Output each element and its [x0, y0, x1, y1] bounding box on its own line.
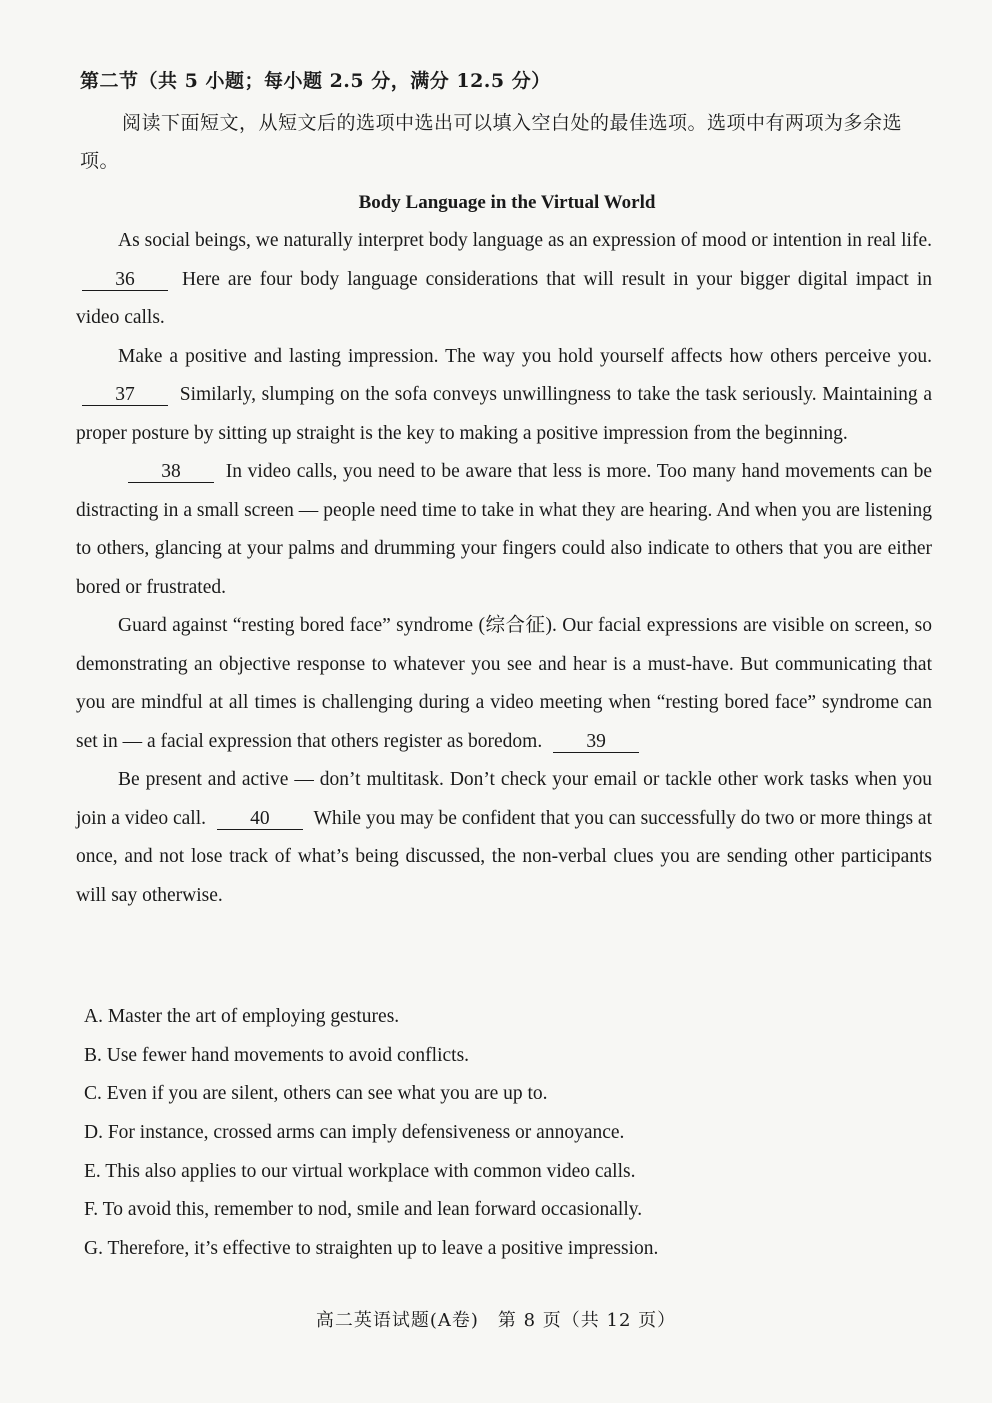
- option-e: E. This also applies to our virtual workplace with common video calls.: [84, 1160, 636, 1182]
- section-heading: 第二节（共 5 小题；每小题 2.5 分，满分 12.5 分）: [80, 70, 551, 92]
- paragraph-text: While you may be confident that you can successfully do two or more things at once, and not lose track of what’s being discussed, the non-verbal clues you are sending other participants will say otherwise.: [76, 807, 933, 906]
- option-g: G. Therefore, it’s effective to straighten up to leave a positive impression.: [84, 1238, 659, 1260]
- paragraph-4: [76, 607, 932, 761]
- paragraph-text: Here are four body language considerations that will result in your bigger digital impact in video calls.: [76, 268, 933, 328]
- blank-39: 39: [553, 732, 639, 753]
- instructions-text: 阅读下面短文，从短文后的选项中选出可以填入空白处的最佳选项。选项中有两项为多余选项。: [80, 112, 903, 172]
- option-f: F. To avoid this, remember to nod, smile and lean forward occasionally.: [84, 1199, 643, 1221]
- blank-36: 36: [82, 270, 168, 291]
- blank-37: 37: [82, 385, 168, 406]
- blank-38: 38: [128, 462, 214, 483]
- passage-title: Body Language in the Virtual World: [358, 192, 656, 213]
- paragraph-3: [76, 453, 932, 607]
- paragraph-1: [76, 222, 932, 338]
- option-b: B. Use fewer hand movements to avoid conflicts.: [84, 1044, 470, 1066]
- paragraph-text: In video calls, you need to be aware that less is more. Too many hand movements can be distracting in a small screen — people need time to take in what they are hearing. And when you are listening to others, glancing at your palms and drumming your fingers could also indicate to others that you are either bored or frustrated.: [76, 461, 932, 598]
- paragraph-text: Be present and active — don’t multitask. Don’t check your email or tackle other work tasks when you join a video call.: [76, 769, 932, 829]
- paragraph-text: Similarly, slumping on the sofa conveys unwillingness to take the task seriously. Maintaining a proper posture by sitting up straight is the key to making a positive impression from the beginning.: [76, 384, 933, 444]
- blank-40: 40: [217, 809, 303, 830]
- passage-body: [76, 222, 932, 915]
- paragraph-text: As social beings, we naturally interpret body language as an expression of mood or intention in real life.: [118, 230, 932, 251]
- option-c: C. Even if you are silent, others can see what you are up to.: [84, 1083, 548, 1105]
- paragraph-text: Guard against “resting bored face” syndrome (综合征). Our facial expressions are visible on screen, so demonstrating an objective response to whatever you see and hear is a must-have. But communicating that you are mindful at all times is challenging during a video meeting when “resting bored face” syndrome can set in — a facial expression that others register as boredom.: [76, 615, 932, 752]
- paragraph-text: Make a positive and lasting impression. The way you hold yourself affects how others perceive you.: [118, 345, 932, 367]
- paragraph-2: [76, 338, 932, 454]
- paragraph-5: [76, 761, 932, 915]
- option-d: D. For instance, crossed arms can imply defensiveness or annoyance.: [84, 1122, 625, 1144]
- page-footer: 高二英语试题(A卷) 第 8 页（共 12 页）: [315, 1310, 677, 1331]
- options-list: [84, 998, 944, 1269]
- option-a: A. Master the art of employing gestures.: [84, 1006, 400, 1027]
